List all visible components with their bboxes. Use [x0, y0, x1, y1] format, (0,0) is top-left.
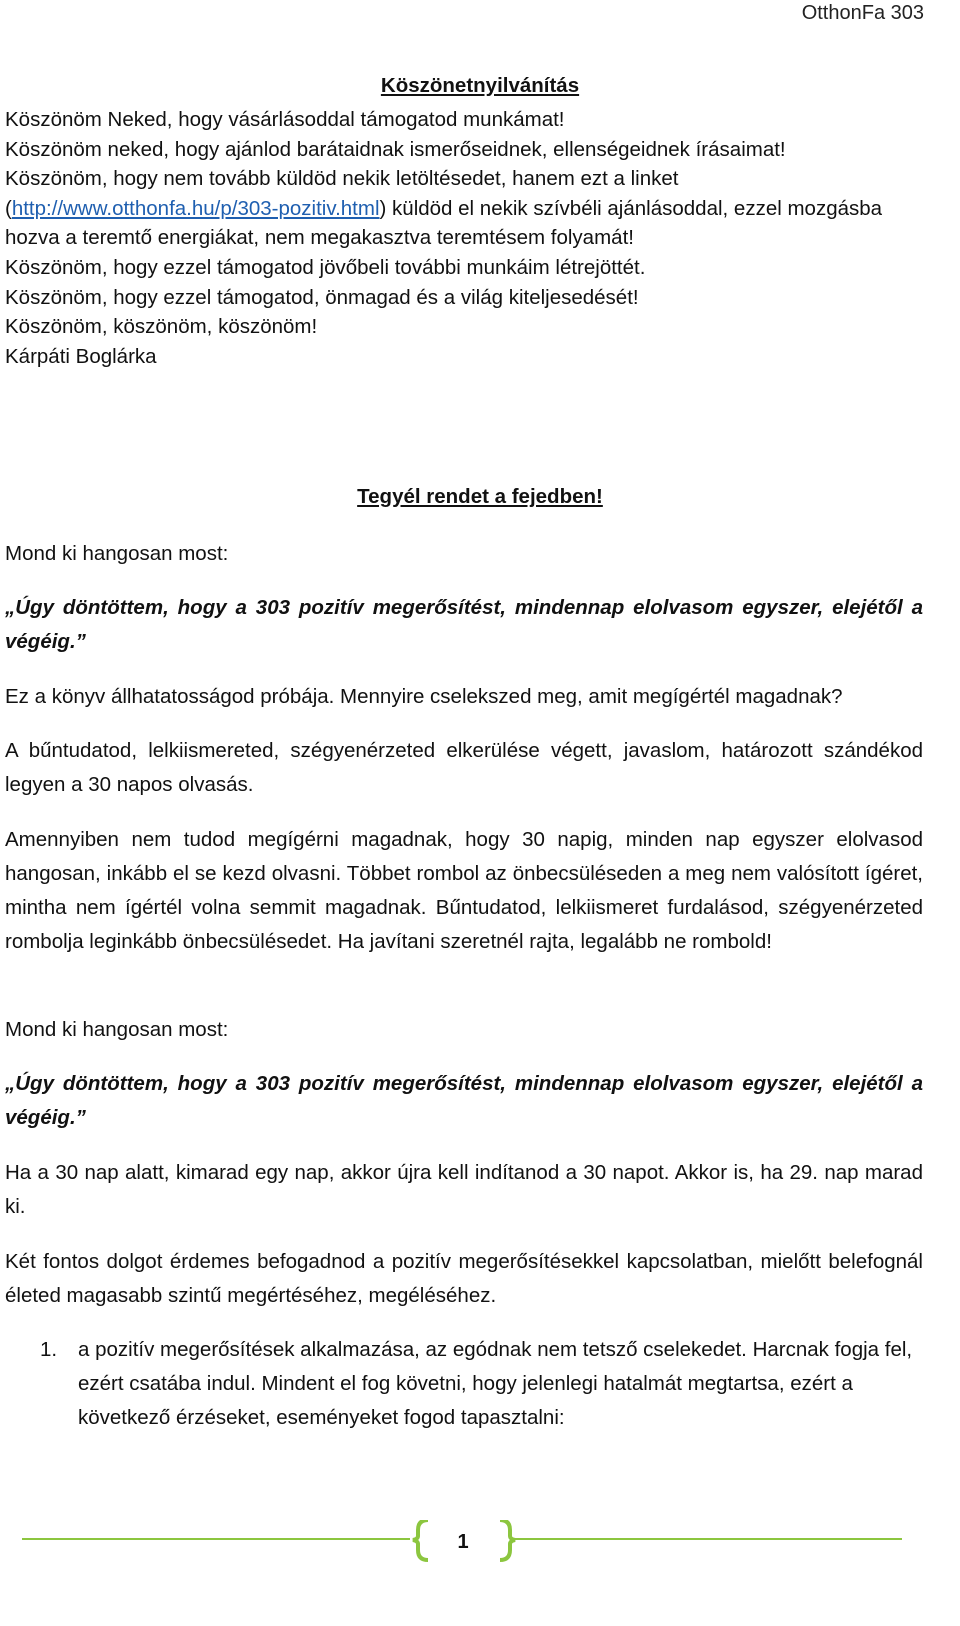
ack-line: Köszönöm Neked, hogy vásárlásoddal támogatod munkámat!	[5, 108, 565, 131]
otthonfa-link[interactable]: http://www.otthonfa.hu/p/303-pozitiv.html	[11, 196, 380, 220]
page-footer	[0, 1520, 960, 1590]
ack-line: Köszönöm, hogy ezzel támogatod, önmagad és a világ kiteljesedését!	[5, 285, 639, 309]
left-brace-icon	[413, 1520, 428, 1560]
paragraph-test: Ez a könyv állhatatosságod próbája. Mennyire cselekszed meg, amit megígértél magadnak?	[5, 685, 843, 708]
list-item	[40, 1333, 920, 1435]
document-header: OtthonFa 303	[801, 2, 924, 24]
signature: Kárpáti Boglárka	[5, 344, 157, 368]
right-brace-icon	[500, 1520, 515, 1560]
ack-line-continuation: ) küldöd el nekik szívbéli ajánlásoddal, ezzel mozgásba hozva a teremtő energiákat, nem megakasztva teremtésem folyamát!	[5, 196, 883, 250]
ack-link-paragraph	[5, 194, 920, 253]
ack-line: Köszönöm, hogy nem tovább küldöd nekik letöltésedet, hanem ezt a linket	[5, 167, 679, 191]
page-title: Köszönetnyilvánítás	[380, 74, 580, 97]
say-aloud-label: Mond ki hangosan most:	[5, 542, 229, 565]
list-text: a pozitív megerősítések alkalmazása, az egódnak nem tetsző cselekedet. Harcnak fogja fel, ezért csatába indul. Mindent el fog követni, hogy jelenlegi hatalmát megtartsa, ezért a következő érzéseket, eseményeket fogod tapasztalni:	[78, 1338, 913, 1429]
paragraph-two-things: Két fontos dolgot érdemes befogadnod a pozitív megerősítésekkel kapcsolatban, mielőtt belefognál életed magasabb szintű megértéséhez, megéléséhez.	[5, 1250, 923, 1307]
paragraph-promise: Amennyiben nem tudod megígérni magadnak, hogy 30 napig, minden nap egyszer elolvasod hangosan, inkább el se kezd olvasni. Többet rombol az önbecsüléseden a meg nem valósított ígéret, mintha nem ígértél volna semmit magadnak. Bűntudatod, lelkiismeret furdalásod, szégyenérzeted rombolja leginkább önbecsülésedet. Ha javítani szeretnél rajta, legalább ne rombold!	[5, 828, 923, 953]
ack-line: Köszönöm, köszönöm, köszönöm!	[5, 315, 318, 339]
footer-ornament	[0, 1520, 960, 1590]
paren-open: (	[5, 196, 12, 220]
list-number: 1.	[40, 1338, 58, 1361]
section-heading: Tegyél rendet a fejedben!	[357, 485, 603, 508]
ack-line: Köszönöm, hogy ezzel támogatod jövőbeli további munkáim létrejöttét.	[5, 255, 646, 279]
paragraph-restart: Ha a 30 nap alatt, kimarad egy nap, akkor újra kell indítanod a 30 napot. Akkor is, ha 29. nap marad ki.	[5, 1161, 923, 1218]
acknowledgement-block	[5, 105, 920, 371]
paragraph-guilt: A bűntudatod, lelkiismereted, szégyenérzeted elkerülése végett, javaslom, határozott szándékod legyen a 30 napos olvasás.	[5, 739, 923, 796]
affirmation-quote: „Úgy döntöttem, hogy a 303 pozitív megerősítést, mindennap elolvasom egyszer, elejétől a végéig.”	[5, 596, 923, 653]
say-aloud-label: Mond ki hangosan most:	[5, 1018, 229, 1041]
page-number: 1	[457, 1531, 469, 1553]
affirmation-quote: „Úgy döntöttem, hogy a 303 pozitív megerősítést, mindennap elolvasom egyszer, elejétől a végéig.”	[5, 1072, 923, 1129]
ack-line: Köszönöm neked, hogy ajánlod barátaidnak ismerőseidnek, ellenségeidnek írásaimat!	[5, 137, 786, 161]
